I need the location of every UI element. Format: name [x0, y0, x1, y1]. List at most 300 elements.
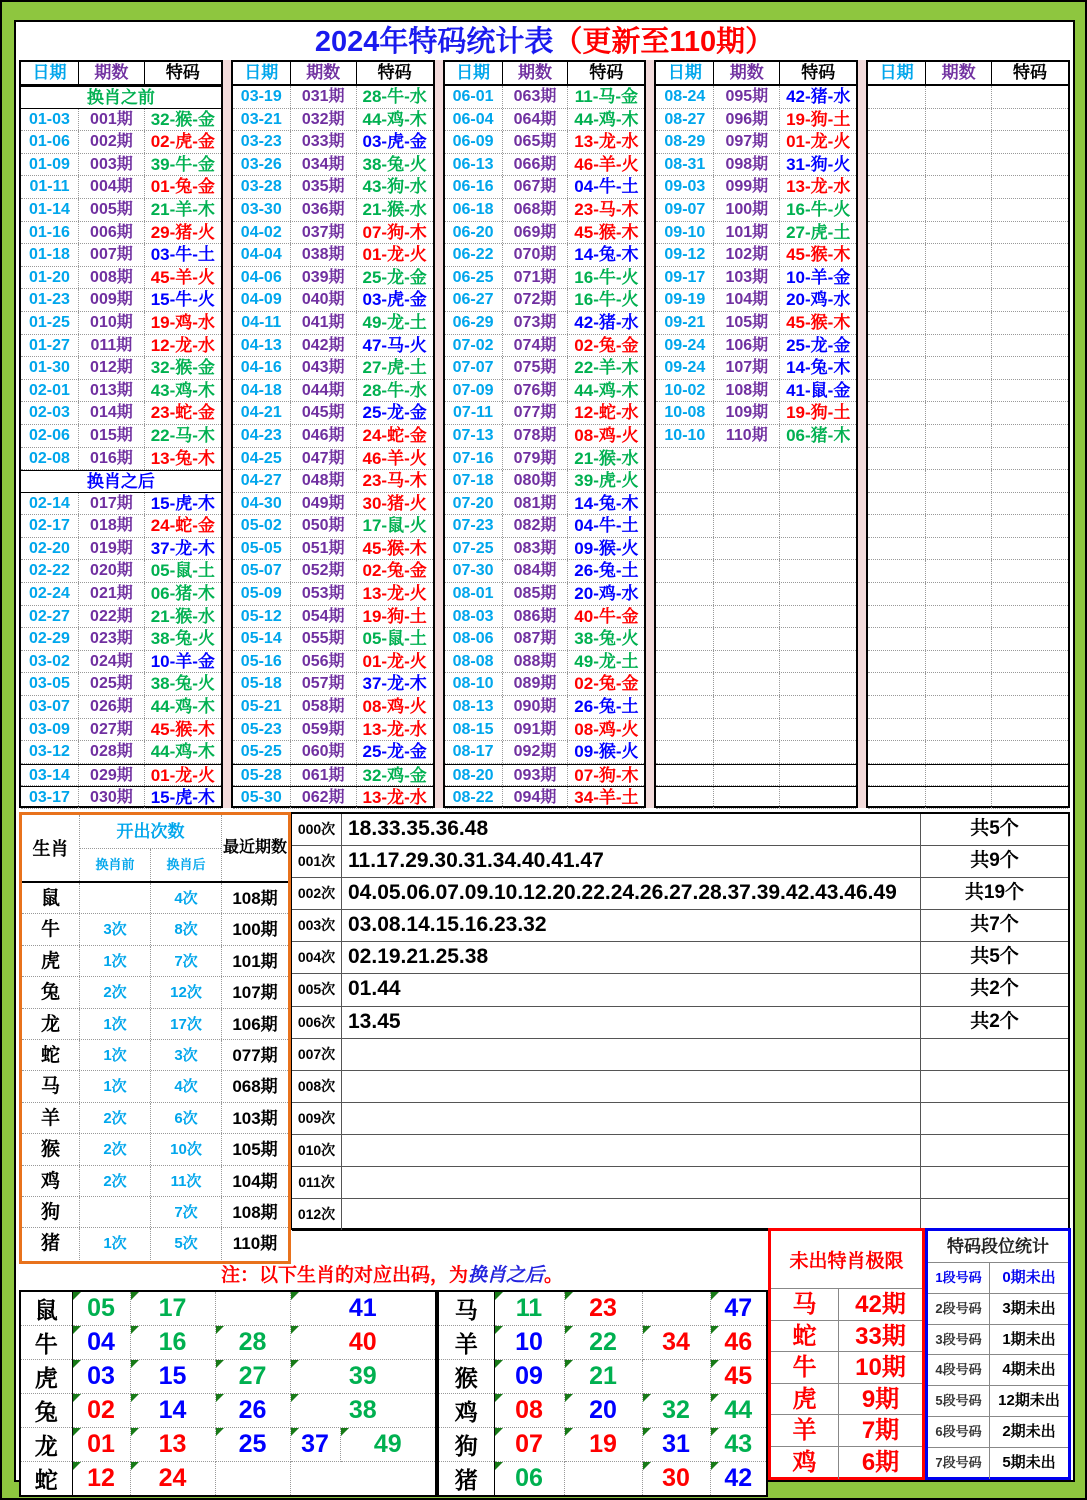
code-cell: [780, 787, 856, 808]
date-cell: 09-10: [656, 222, 714, 244]
zodiac-name: 鼠: [20, 1291, 72, 1326]
table-row: [656, 448, 856, 471]
table-row: [445, 470, 645, 493]
missing-zodiac-box: [768, 1228, 925, 1480]
zodiac-number-cell: 39: [290, 1360, 436, 1394]
before-count: [80, 883, 151, 913]
date-cell: 04-06: [233, 267, 291, 289]
zodiac-name: 蛇: [20, 1462, 72, 1497]
date-cell: [656, 741, 714, 763]
segment-value: 5期未出: [1002, 1453, 1056, 1471]
code-cell: 28-牛-水: [362, 380, 427, 400]
code-cell: 44-鸡-木: [574, 109, 639, 129]
zodiac-stats-row: [22, 1071, 288, 1102]
period-cell: 002期: [79, 131, 145, 153]
table-row: [445, 402, 645, 425]
missing-zodiac-periods: 10期: [855, 1354, 906, 1382]
table-row: [445, 357, 645, 380]
date-cell: 05-25: [233, 741, 291, 763]
frequency-numbers: 02.19.21.25.38: [348, 945, 489, 969]
empty-cell: [642, 1291, 710, 1326]
period-cell: 030期: [79, 787, 145, 808]
code-cell: 15-虎-木: [150, 788, 215, 808]
draw-count-header: 开出次数: [80, 815, 221, 849]
after-count: 7次: [151, 1197, 222, 1227]
code-cell: 49-龙-土: [362, 312, 427, 332]
table-row: [233, 786, 433, 809]
table-row: [21, 764, 221, 787]
date-cell: 05-14: [233, 628, 291, 650]
zodiac-name: 鸡: [438, 1394, 494, 1428]
zodiac-name: 马: [438, 1291, 494, 1326]
frequency-row: [292, 878, 1068, 910]
table-header-row: [868, 62, 1068, 86]
code-cell: 07-狗-木: [362, 222, 427, 242]
date-cell: 02-03: [21, 402, 79, 424]
missing-zodiac-periods: 7期: [861, 1417, 900, 1445]
code-cell: [780, 628, 856, 650]
zodiac-number-cell: 16: [130, 1326, 215, 1360]
period-cell: [714, 673, 780, 695]
date-cell: [656, 719, 714, 741]
code-cell: 16-牛-火: [574, 290, 639, 310]
table-row: [868, 493, 1068, 516]
period-cell: 044期: [291, 380, 357, 402]
code-cell: [780, 470, 856, 492]
period-cell: [926, 222, 992, 244]
date-cell: 03-21: [233, 109, 291, 131]
date-cell: [868, 222, 926, 244]
table-row: [868, 86, 1068, 109]
after-count: 8次: [151, 914, 222, 944]
period-cell: 105期: [714, 312, 780, 334]
date-cell: 05-21: [233, 696, 291, 718]
code-cell: 24-蛇-金: [362, 425, 427, 445]
table-row: [445, 741, 645, 764]
table-row: [445, 109, 645, 132]
table-row: [656, 312, 856, 335]
period-cell: 059期: [291, 719, 357, 741]
zodiac-stats-row: [22, 946, 288, 977]
frequency-numbers: 04.05.06.07.09.10.12.20.22.24.26.27.28.37.39.42.43.46.49: [348, 881, 897, 905]
table-row: [445, 651, 645, 674]
code-cell: [992, 651, 1068, 673]
table-row: [445, 335, 645, 358]
zodiac-number-cell: 13: [130, 1428, 215, 1462]
period-cell: 018期: [79, 515, 145, 537]
zodiac-stats-header: [22, 815, 288, 883]
period-cell: [926, 357, 992, 379]
table-row: [21, 741, 221, 764]
table-row: [21, 131, 221, 154]
date-cell: 08-22: [445, 787, 503, 808]
date-cell: 04-16: [233, 357, 291, 379]
table-row: [21, 673, 221, 696]
code-cell: 04-牛-土: [574, 516, 639, 536]
date-cell: 04-04: [233, 244, 291, 266]
date-cell: 06-18: [445, 199, 503, 221]
table-row: [21, 425, 221, 448]
code-cell: 02-兔-金: [574, 335, 639, 355]
code-cell: 14-兔-木: [786, 358, 851, 378]
table-row: [445, 583, 645, 606]
period-header: 期数: [79, 62, 145, 84]
date-cell: 02-20: [21, 538, 79, 560]
period-cell: 095期: [714, 86, 780, 108]
table-row: [445, 131, 645, 154]
zodiac-stats-row: [22, 1040, 288, 1071]
date-cell: 08-15: [445, 719, 503, 741]
zodiac-number-cell: 12: [72, 1462, 130, 1497]
period-cell: 086期: [503, 606, 569, 628]
table-row: [656, 470, 856, 493]
period-cell: 016期: [79, 448, 145, 470]
code-cell: 26-兔-土: [574, 697, 639, 717]
code-cell: [992, 493, 1068, 515]
zodiac-name: 猪: [22, 1228, 80, 1259]
frequency-label: 006次: [292, 1007, 342, 1038]
table-row: [868, 560, 1068, 583]
code-cell: 09-猴-火: [574, 538, 639, 558]
zodiac-map-row: [438, 1394, 767, 1428]
zodiac-map-row: [20, 1428, 436, 1462]
date-cell: 01-27: [21, 335, 79, 357]
date-cell: [868, 131, 926, 153]
code-cell: [992, 470, 1068, 492]
date-cell: 09-24: [656, 357, 714, 379]
missing-zodiac-row: [771, 1447, 922, 1479]
date-cell: 02-14: [21, 493, 79, 515]
table-row: [445, 380, 645, 403]
code-cell: 26-兔-土: [574, 561, 639, 581]
code-cell: 16-牛-火: [786, 199, 851, 219]
date-header: 日期: [233, 62, 291, 84]
frequency-count: 共5个: [920, 814, 1068, 845]
period-cell: 003期: [79, 154, 145, 176]
code-cell: 21-羊-木: [150, 199, 215, 219]
period-cell: 035期: [291, 176, 357, 198]
period-header: 期数: [503, 62, 569, 84]
zodiac-stats-row: [22, 1228, 288, 1259]
table-row: [233, 222, 433, 245]
table-row: [21, 560, 221, 583]
code-cell: 24-蛇-金: [150, 516, 215, 536]
period-cell: [926, 199, 992, 221]
period-cell: [926, 628, 992, 650]
page-title: [16, 22, 1073, 60]
segment-value: 2期未出: [1002, 1422, 1056, 1440]
table-row: [868, 651, 1068, 674]
code-cell: 15-虎-木: [150, 493, 215, 513]
before-count: 1次: [80, 946, 151, 976]
date-cell: [868, 402, 926, 424]
date-cell: [868, 289, 926, 311]
period-cell: 037期: [291, 222, 357, 244]
code-cell: 45-猴-木: [786, 245, 851, 265]
empty-cell: [215, 1462, 290, 1497]
table-row: [656, 86, 856, 109]
period-tables: [19, 60, 1070, 808]
code-cell: 16-牛-火: [574, 267, 639, 287]
date-cell: [656, 538, 714, 560]
period-cell: 036期: [291, 199, 357, 221]
table-row: [233, 335, 433, 358]
table-row: [233, 425, 433, 448]
period-cell: 028期: [79, 741, 145, 763]
zodiac-number-cell: 28: [215, 1326, 290, 1360]
code-cell: 14-兔-木: [574, 493, 639, 513]
code-cell: [780, 719, 856, 741]
period-cell: [926, 560, 992, 582]
period-cell: 090期: [503, 696, 569, 718]
table-row: [21, 583, 221, 606]
period-cell: 040期: [291, 289, 357, 311]
after-swap-header: 换肖后: [166, 857, 206, 872]
date-cell: [868, 741, 926, 763]
code-cell: 27-虎-土: [362, 358, 427, 378]
page-title-update: （更新至110期）: [553, 26, 775, 58]
code-cell: 12-蛇-水: [574, 403, 639, 423]
before-count: 1次: [80, 1040, 151, 1070]
code-cell: 45-猴-木: [786, 312, 851, 332]
code-cell: 13-龙-水: [362, 719, 427, 739]
period-cell: 008期: [79, 267, 145, 289]
table-row: [445, 222, 645, 245]
recent-period: 108期: [232, 1202, 278, 1222]
table-row: [868, 448, 1068, 471]
period-cell: 100期: [714, 199, 780, 221]
date-cell: 09-03: [656, 176, 714, 198]
table-row: [21, 357, 221, 380]
period-cell: [926, 267, 992, 289]
table-row: [21, 335, 221, 358]
segment-value: 0期未出: [1002, 1269, 1056, 1286]
date-cell: 04-02: [233, 222, 291, 244]
code-header: 特码: [801, 63, 836, 82]
date-cell: 01-03: [21, 109, 79, 131]
zodiac-name: 鸡: [22, 1166, 80, 1196]
table-row: [868, 764, 1068, 787]
code-cell: 21-猴-水: [574, 448, 639, 468]
before-count: [80, 1197, 151, 1227]
zodiac-number-cell: 37: [290, 1428, 340, 1462]
code-cell: [780, 606, 856, 628]
zodiac-map-row: [20, 1360, 436, 1394]
frequency-numbers: [342, 1071, 920, 1102]
period-cell: 031期: [291, 86, 357, 108]
code-cell: 21-猴-水: [362, 199, 427, 219]
frequency-count: [920, 1167, 1068, 1198]
table-row: [868, 673, 1068, 696]
code-cell: [992, 109, 1068, 131]
code-cell: [992, 176, 1068, 198]
date-cell: 01-14: [21, 199, 79, 221]
code-cell: 10-羊-金: [150, 651, 215, 671]
code-cell: [992, 402, 1068, 424]
date-cell: 03-07: [21, 696, 79, 718]
date-cell: 07-11: [445, 402, 503, 424]
code-cell: [992, 222, 1068, 244]
empty-cell: [564, 1462, 642, 1497]
period-cell: [926, 538, 992, 560]
zodiac-map-row: [20, 1326, 436, 1360]
frequency-row: [292, 1103, 1068, 1135]
period-cell: 012期: [79, 357, 145, 379]
code-cell: 21-猴-水: [150, 606, 215, 626]
period-cell: 013期: [79, 380, 145, 402]
zodiac-number-cell: 03: [72, 1360, 130, 1394]
date-cell: [868, 335, 926, 357]
table-divider: [223, 60, 231, 808]
segment-label: 1段号码: [928, 1263, 990, 1293]
zodiac-name: 兔: [22, 977, 80, 1007]
zodiac-number-cell: 49: [340, 1428, 436, 1462]
date-cell: 02-24: [21, 583, 79, 605]
code-cell: 13-龙-水: [574, 132, 639, 152]
period-cell: [714, 470, 780, 492]
section-label: 换肖之前: [86, 88, 155, 107]
code-cell: 04-牛-土: [574, 177, 639, 197]
table-row: [21, 402, 221, 425]
period-cell: [926, 470, 992, 492]
table-row: [233, 267, 433, 290]
period-cell: 056期: [291, 651, 357, 673]
code-cell: 34-羊-土: [574, 788, 639, 808]
zodiac-number-cell: 11: [494, 1291, 564, 1326]
code-cell: 32-猴-金: [150, 109, 215, 129]
zodiac-map-row: [20, 1291, 436, 1326]
period-cell: [926, 493, 992, 515]
frequency-numbers: [342, 1039, 920, 1070]
code-cell: 01-兔-金: [150, 177, 215, 197]
zodiac-map-row: [438, 1291, 767, 1326]
code-cell: 13-龙-火: [362, 584, 427, 604]
date-cell: 06-20: [445, 222, 503, 244]
zodiac-number-cell: 41: [290, 1291, 436, 1326]
period-cell: 109期: [714, 402, 780, 424]
table-row: [233, 538, 433, 561]
period-table-4: [654, 60, 858, 808]
date-cell: [868, 470, 926, 492]
code-cell: [992, 86, 1068, 108]
date-cell: 04-09: [233, 289, 291, 311]
segment-value: 4期未出: [1002, 1361, 1056, 1379]
period-cell: [926, 448, 992, 470]
date-cell: [656, 493, 714, 515]
code-cell: 44-鸡-木: [362, 109, 427, 129]
code-cell: [780, 696, 856, 718]
table-row: [21, 176, 221, 199]
period-cell: [926, 131, 992, 153]
date-cell: 05-28: [233, 765, 291, 786]
zodiac-number-cell: 07: [494, 1428, 564, 1462]
period-cell: [926, 86, 992, 108]
table-row: [868, 335, 1068, 358]
date-cell: 09-12: [656, 244, 714, 266]
code-cell: [780, 560, 856, 582]
period-table-5: [866, 60, 1070, 808]
zodiac-name: 兔: [20, 1394, 72, 1428]
zodiac-map-row: [438, 1462, 767, 1497]
table-row: [445, 493, 645, 516]
date-cell: 07-09: [445, 380, 503, 402]
period-header: 期数: [926, 62, 992, 84]
period-cell: [714, 651, 780, 673]
date-cell: 07-25: [445, 538, 503, 560]
zodiac-name: 羊: [438, 1326, 494, 1360]
table-row: [233, 312, 433, 335]
date-cell: [656, 765, 714, 786]
date-cell: 01-16: [21, 222, 79, 244]
period-cell: [926, 335, 992, 357]
code-cell: [992, 244, 1068, 266]
table-row: [868, 606, 1068, 629]
date-cell: [868, 560, 926, 582]
table-row: [445, 560, 645, 583]
date-cell: 05-23: [233, 719, 291, 741]
zodiac-stats-row: [22, 914, 288, 945]
table-row: [21, 493, 221, 516]
period-cell: 089期: [503, 673, 569, 695]
table-row: [656, 222, 856, 245]
table-row: [21, 222, 221, 245]
date-cell: 02-27: [21, 606, 79, 628]
date-cell: 08-01: [445, 583, 503, 605]
date-cell: 07-23: [445, 515, 503, 537]
code-cell: [992, 515, 1068, 537]
zodiac-stats-row: [22, 1166, 288, 1197]
missing-zodiac-name: 羊: [771, 1415, 839, 1446]
after-count: 4次: [151, 883, 222, 913]
content-panel: [14, 20, 1075, 1493]
table-row: [445, 176, 645, 199]
date-cell: [868, 765, 926, 786]
zodiac-map-row: [20, 1462, 436, 1497]
date-cell: 06-01: [445, 86, 503, 108]
table-row: [868, 109, 1068, 132]
code-cell: 15-牛-火: [150, 290, 215, 310]
recent-period-header: 最近期数: [222, 839, 287, 856]
frequency-row: [292, 846, 1068, 878]
code-cell: [992, 696, 1068, 718]
zodiac-number-cell: 05: [72, 1291, 130, 1326]
zodiac-number-cell: 42: [710, 1462, 767, 1497]
code-cell: 03-虎-金: [362, 290, 427, 310]
date-cell: [656, 560, 714, 582]
period-cell: 103期: [714, 267, 780, 289]
date-cell: [868, 312, 926, 334]
date-cell: 04-30: [233, 493, 291, 515]
missing-zodiac-row: [771, 1352, 922, 1384]
recent-period: 068期: [232, 1077, 278, 1097]
code-cell: [780, 673, 856, 695]
period-cell: 098期: [714, 154, 780, 176]
code-cell: 29-猪-火: [150, 222, 215, 242]
table-row: [868, 289, 1068, 312]
table-row: [656, 786, 856, 809]
table-row: [233, 719, 433, 742]
date-cell: 08-06: [445, 628, 503, 650]
code-cell: 22-马-木: [150, 425, 215, 445]
date-cell: 06-04: [445, 109, 503, 131]
code-cell: 01-龙-火: [362, 651, 427, 671]
code-cell: 19-鸡-水: [150, 312, 215, 332]
period-cell: 014期: [79, 402, 145, 424]
code-cell: 38-兔-火: [574, 629, 639, 649]
date-cell: 08-10: [445, 673, 503, 695]
missing-zodiac-periods: 6期: [861, 1448, 900, 1476]
period-cell: 092期: [503, 741, 569, 763]
